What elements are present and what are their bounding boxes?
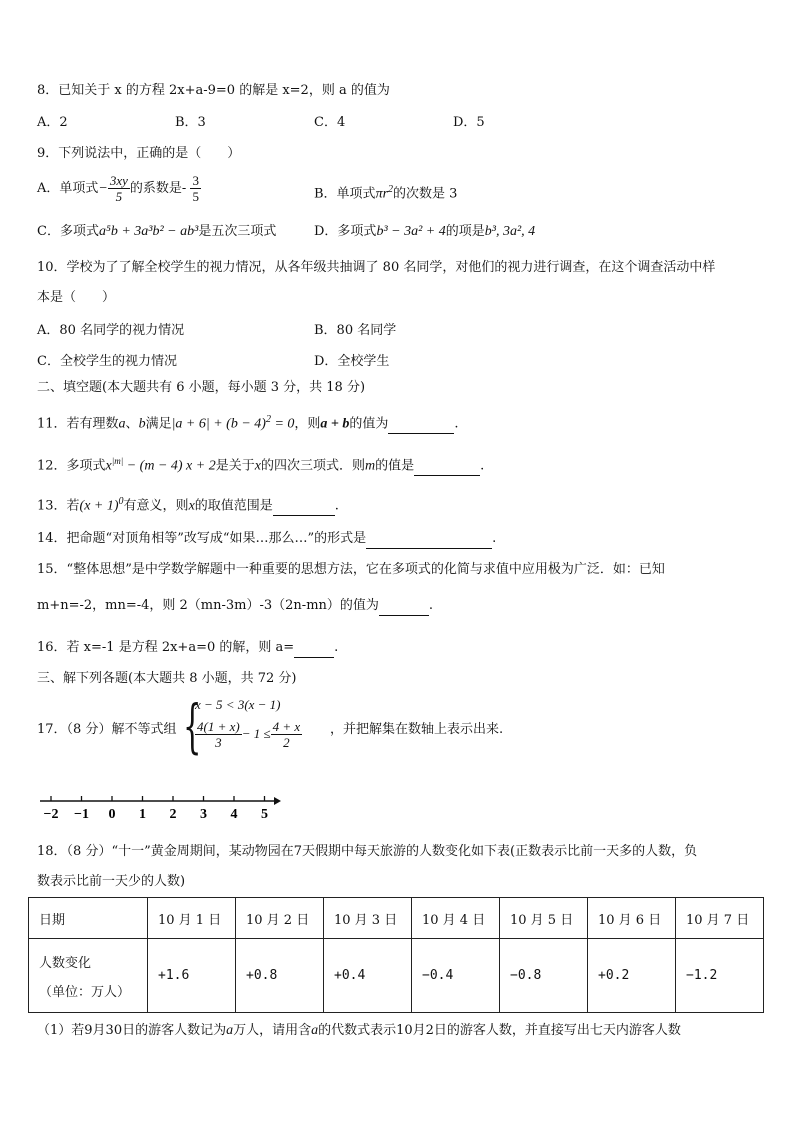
q12-suffix: 的值是 — [375, 458, 415, 474]
q9-a-num2: 3 — [192, 173, 199, 188]
q16-end: . — [334, 640, 339, 655]
q8-stem: 8．已知关于 x 的方程 2x+a-9=0 的解是 x=2，则 a 的值为 — [37, 83, 390, 98]
q11-prefix: 11．若有理数 — [37, 416, 119, 432]
q17-brace: { — [183, 692, 202, 760]
table-cell: +0.4 — [324, 939, 412, 1013]
q8-option-a: A．2 — [37, 115, 68, 130]
q9-b-sup: 2 — [388, 184, 394, 195]
q12-m: m — [364, 458, 376, 474]
q11-ab: a + b — [320, 416, 350, 432]
q18-line2: 数表示比前一天少的人数) — [37, 874, 186, 889]
q18-sub1-prefix: （1）若9月30日的游客人数记为 — [37, 1023, 227, 1038]
table-row — [29, 939, 764, 1013]
q13-prefix: 13．若 — [37, 498, 80, 514]
q13-x: x — [188, 498, 195, 514]
q9-d-prefix: D．多项式 — [314, 224, 377, 239]
q9-d-mid: 的项是 — [445, 224, 485, 239]
q9-d-math: b³ − 3a² + 4 — [376, 224, 446, 239]
q9-a-fraction2 — [190, 173, 201, 204]
q16-text: 16．若 x=-1 是方程 2x+a=0 的解，则 a= — [37, 640, 295, 655]
q12 — [37, 451, 484, 476]
table-cell: +0.8 — [236, 939, 324, 1013]
q16-answer-blank[interactable] — [294, 643, 334, 658]
q11 — [37, 410, 459, 434]
q9-b-math: πr — [375, 186, 389, 202]
q10-option-c: C．全校学生的视力情况 — [37, 354, 177, 369]
table-cell: +1.6 — [148, 939, 236, 1013]
q12-mid1: 是关于 — [215, 458, 255, 474]
q17-frac1-num: 4(1 + x) — [197, 719, 240, 734]
table-cell: +0.2 — [588, 939, 676, 1013]
q18-sub1 — [37, 1021, 681, 1041]
q11-a: a — [118, 416, 126, 432]
q15-answer-blank[interactable] — [379, 601, 429, 616]
table-row-label — [29, 939, 148, 1013]
number-line-label: 1 — [139, 807, 146, 822]
table-cell: −0.8 — [500, 939, 588, 1013]
q11-sup: 2 — [265, 414, 271, 425]
q17-inequality-system — [183, 692, 333, 765]
table-header-row — [29, 898, 764, 939]
q10-option-a: A．80 名同学的视力情况 — [37, 323, 185, 338]
q17-frac2-num: 4 + x — [272, 719, 301, 734]
q12-x: x — [105, 458, 112, 474]
table-header-cell: 10 月 5 日 — [500, 898, 588, 939]
q18-sub1-a: a — [226, 1023, 234, 1038]
q8-option-c: C．4 — [314, 115, 346, 130]
q18-sub1-suffix: 的代数式表示10月2日的游客人数，并直接写出七天内游客人数 — [318, 1023, 681, 1038]
number-line-label: 3 — [200, 807, 207, 822]
q9-b-suffix: 的次数是 3 — [393, 186, 458, 202]
q17-prefix: 17．（8 分）解不等式组 — [37, 722, 177, 737]
q9-a-den2: 5 — [192, 189, 199, 204]
q9-c-math: a⁵b + 3a³b² − ab³ — [98, 224, 199, 239]
q12-expr: − (m − 4) x + 2 — [123, 458, 216, 474]
q11-expr-end: = 0 — [270, 416, 295, 432]
q11-mid3: ，则 — [294, 416, 321, 432]
q11-answer-blank[interactable] — [388, 419, 454, 434]
q9-option-c — [37, 222, 276, 242]
q8-option-d: D．5 — [453, 115, 485, 130]
q9-option-d — [314, 222, 535, 242]
q11-expr: |a + 6| + (b − 4) — [171, 416, 266, 432]
q9-a-prefix: A．单项式 — [37, 181, 99, 196]
q8-option-b: B．3 — [175, 115, 206, 130]
q18-sub1-a2: a — [311, 1023, 319, 1038]
q13-sup: 0 — [118, 496, 124, 507]
q11-b: b — [138, 416, 146, 432]
q12-x2: x — [254, 458, 261, 474]
row-label-line1: 人数变化 — [39, 955, 92, 971]
q13 — [37, 492, 339, 516]
table-header-cell: 10 月 2 日 — [236, 898, 324, 939]
q11-mid1: 、 — [125, 416, 139, 432]
q12-answer-blank[interactable] — [414, 461, 480, 476]
q9-option-a — [37, 172, 201, 206]
q13-end: . — [334, 498, 339, 514]
q9-stem: 9．下列说法中，正确的是（ ） — [37, 146, 241, 161]
table-header-cell: 10 月 4 日 — [412, 898, 500, 939]
q17-frac1 — [195, 719, 242, 750]
q11-mid2: 满足 — [145, 416, 172, 432]
number-line-label: 5 — [261, 807, 268, 822]
section2-heading: 二、填空题(本大题共有 6 小题，每小题 3 分，共 18 分) — [37, 380, 366, 395]
q9-option-b — [314, 180, 457, 204]
q14 — [37, 529, 496, 549]
q17-ineq1: x − 5 < 3(x − 1) — [195, 697, 281, 712]
q9-c-prefix: C．多项式 — [37, 224, 99, 239]
q13-suffix: 的取值范围是 — [194, 498, 273, 514]
row-label-line2: （单位：万人） — [39, 984, 131, 1000]
q10-option-d: D．全校学生 — [314, 354, 390, 369]
number-line-label: 2 — [169, 807, 177, 822]
q9-a-mid: 的系数是- — [129, 181, 187, 196]
q12-end: . — [480, 458, 485, 474]
q17-frac2 — [271, 719, 303, 750]
table-header-cell: 10 月 3 日 — [324, 898, 412, 939]
q15-line1: 15．“整体思想”是中学数学解题中一种重要的思想方法，它在多项式的化简与求值中应用极为广泛．如：已知 — [37, 562, 665, 577]
q9-a-neg: − — [98, 181, 108, 196]
q9-a-den: 5 — [115, 189, 123, 204]
number-line — [38, 790, 283, 822]
table-header-cell: 10 月 7 日 — [676, 898, 764, 939]
q14-answer-blank[interactable] — [366, 534, 492, 549]
q17-suffix: ，并把解集在数轴上表示出来. — [330, 722, 504, 737]
number-line-label: −1 — [74, 807, 89, 822]
q12-sup: |m| — [111, 456, 124, 466]
q14-text: 14．把命题“对顶角相等”改写成“如果…那么…”的形式是 — [37, 531, 367, 546]
q13-expr: (x + 1) — [79, 498, 119, 514]
q12-mid2: 的四次三项式．则 — [260, 458, 365, 474]
number-line-label: 4 — [230, 807, 238, 822]
q17-ineq2 — [195, 719, 302, 750]
section3-heading: 三、解下列各题(本大题共 8 小题，共 72 分) — [37, 671, 297, 686]
q15-end: . — [428, 598, 434, 613]
q17-frac2-den: 2 — [283, 735, 290, 750]
q12-prefix: 12．多项式 — [37, 458, 106, 474]
q18-sub1-mid: 万人，请用含 — [233, 1023, 312, 1038]
q11-end: . — [454, 416, 459, 432]
q13-answer-blank[interactable] — [273, 501, 335, 516]
table-header-cell: 10 月 6 日 — [588, 898, 676, 939]
q9-b-prefix: B．单项式 — [314, 186, 376, 202]
number-line-arrow — [274, 797, 281, 805]
number-line-label: 0 — [108, 807, 116, 822]
q9-d-terms: b³, 3a², 4 — [484, 224, 536, 239]
table-cell: −0.4 — [412, 939, 500, 1013]
q13-mid: 有意义，则 — [123, 498, 189, 514]
q16 — [37, 638, 338, 658]
table-header-cell: 日期 — [29, 898, 148, 939]
number-line-label: −2 — [43, 807, 59, 822]
q11-suffix: 的值为 — [349, 416, 389, 432]
q9-a-fraction — [108, 173, 130, 204]
q10-stem-line1: 10．学校为了了解全校学生的视力情况，从各年级共抽调了 80 名同学，对他们的视力进行调查，在这个调查活动中样 — [37, 260, 716, 275]
table-cell: −1.2 — [676, 939, 764, 1013]
table-header-cell: 10 月 1 日 — [148, 898, 236, 939]
q17-ineq2-mid: − 1 ≤ — [241, 726, 271, 741]
q15-line2-text: m+n=-2，mn=-4，则 2（mn-3m）-3（2n-mn）的值为 — [37, 598, 379, 613]
q18-line1: 18．（8 分）“十一”黄金周期间，某动物园在7天假期中每天旅游的人数变化如下表(正数表示比前一天多的人数，负 — [37, 844, 698, 859]
q17-frac1-den: 3 — [215, 735, 222, 750]
q9-c-suffix: 是五次三项式 — [198, 224, 277, 239]
q14-end: . — [492, 531, 497, 546]
tourist-change-table — [28, 897, 764, 1013]
q10-stem-line2: 本是（ ） — [37, 290, 116, 305]
q10-option-b: B．80 名同学 — [314, 323, 397, 338]
q9-a-num: 3xy — [109, 173, 128, 188]
q15-line2 — [37, 596, 433, 616]
